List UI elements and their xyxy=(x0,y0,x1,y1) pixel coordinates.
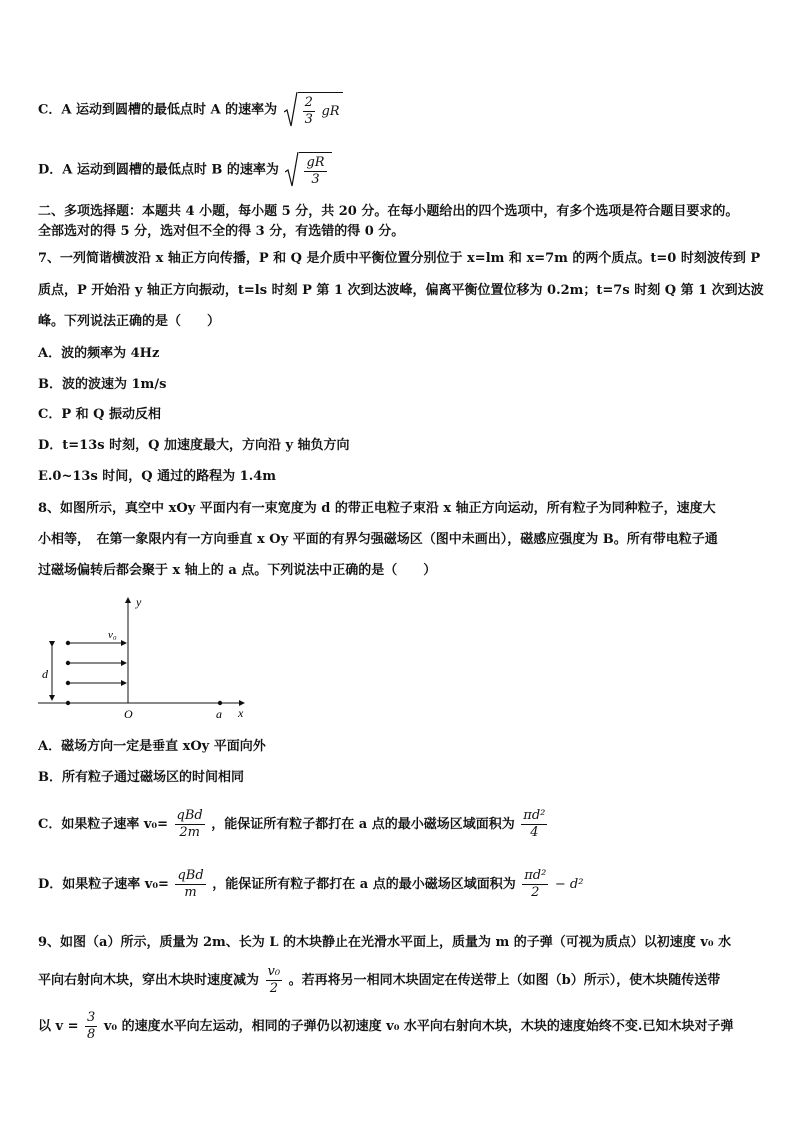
q9-line-2-den: 2 xyxy=(269,981,278,996)
particle-dot xyxy=(66,641,70,645)
q9-line-2-num: v₀ xyxy=(267,964,281,979)
section2-line2: 全部选对的得 5 分，选对但不全的得 3 分，有选错的得 0 分。 xyxy=(38,224,405,239)
q6-option-d-den: 3 xyxy=(311,172,320,187)
q8-diagram xyxy=(38,592,260,722)
q9-line-2-post: 。若再将另一相同木块固定在传送带上（如图（b）所示），使木块随传送带 xyxy=(288,973,721,988)
q8-option-d-rden: 2 xyxy=(531,885,540,900)
q8-option-c xyxy=(38,808,549,841)
q9-line-2 xyxy=(38,964,720,997)
section2-line1: 二、多项选择题：本题共 4 小题，每小题 5 分，共 20 分。在每小题给出的四个选项中，有多个选项是符合题目要求的。 xyxy=(38,204,739,219)
y-label: y xyxy=(136,595,142,609)
q7-option-c: C．P 和 Q 振动反相 xyxy=(38,407,162,422)
q6-option-c xyxy=(38,92,343,128)
q8-option-c-rden: 4 xyxy=(530,825,539,840)
q8-option-d-mid: ，能保证所有粒子都打在 a 点的最小磁场区域面积为 xyxy=(212,877,516,892)
radical-sign-icon xyxy=(284,92,298,128)
q8-option-a: A．磁场方向一定是垂直 xOy 平面向外 xyxy=(38,739,266,754)
q7-stem-3: 峰。下列说法正确的是（ ） xyxy=(38,314,221,329)
q9-line-3-pre: 以 v = xyxy=(38,1019,79,1034)
q8-option-d-tail: − d² xyxy=(554,877,584,892)
particle-dot xyxy=(66,661,70,665)
d-label: d xyxy=(42,667,48,681)
q8-option-c-mid: ，能保证所有粒子都打在 a 点的最小磁场区域面积为 xyxy=(211,817,515,832)
v0-label: v₀ xyxy=(108,629,117,641)
q9-line-3-den: 8 xyxy=(87,1027,96,1042)
origin-label: O xyxy=(124,707,133,721)
q8-option-c-den: 2m xyxy=(179,825,200,840)
q9-line-3-post: v₀ 的速度水平向左运动，相同的子弹仍以初速度 v₀ 水平向右射向木块，木块的速度始终不变.已知木块对子弹 xyxy=(103,1019,734,1034)
q7-option-b: B．波的波速为 1m/s xyxy=(38,377,167,392)
q8-option-b: B．所有粒子通过磁场区的时间相同 xyxy=(38,770,244,785)
q8-option-d-pre: D．如果粒子速率 v₀= xyxy=(38,877,169,892)
q9-line-3 xyxy=(38,1010,733,1043)
q7-option-d: D．t=13s 时刻，Q 加速度最大，方向沿 y 轴负方向 xyxy=(38,438,350,453)
q8-option-c-num: qBd xyxy=(176,808,203,823)
q8-stem-1: 8、如图所示，真空中 xOy 平面内有一束宽度为 d 的带正电粒子束沿 x 轴正方向运动，所有粒子为同种粒子，速度大 xyxy=(38,501,716,516)
q8-option-d-den: m xyxy=(184,885,197,900)
x-label: x xyxy=(238,706,244,720)
q6-option-d-sqrt xyxy=(285,152,331,188)
particle-dot xyxy=(66,681,70,685)
q7-stem-1: 7、一列简谐横波沿 x 轴正方向传播，P 和 Q 是介质中平衡位置分别位于 x=lm 和 x=7m 的两个质点。t=0 时刻波传到 P xyxy=(38,251,761,266)
q7-stem-2: 质点，P 开始沿 y 轴正方向振动，t=ls 时刻 P 第 1 次到达波峰，偏离平衡位置位移为 0.2m；t=7s 时刻 Q 第 1 次到达波 xyxy=(38,283,764,298)
q6-option-d-text: D．A 运动到圆槽的最低点时 B 的速率为 xyxy=(38,162,279,178)
q8-option-d-num: qBd xyxy=(177,868,204,883)
q6-option-c-tail: gR xyxy=(321,104,340,119)
q9-line-2-pre: 平向右射向木块，穿出木块时速度减为 xyxy=(38,973,260,988)
q7-option-a: A．波的频率为 4Hz xyxy=(38,346,160,361)
q8-option-d-rnum: πd² xyxy=(524,868,547,883)
q6-option-c-den: 3 xyxy=(304,112,313,127)
q9-line-3-num: 3 xyxy=(87,1010,96,1025)
q9-line-1: 9、如图（a）所示，质量为 2m、长为 L 的木块静止在光滑水平面上，质量为 m 的子弹（可视为质点）以初速度 v₀ 水 xyxy=(38,935,732,950)
a-label: a xyxy=(216,707,222,721)
q8-option-c-pre: C．如果粒子速率 v₀= xyxy=(38,817,169,832)
radical-sign-icon xyxy=(285,152,299,188)
q8-option-c-rnum: πd² xyxy=(523,808,546,823)
q8-option-d xyxy=(38,868,583,901)
q6-option-c-num: 2 xyxy=(304,95,313,110)
particle-dot xyxy=(66,701,70,705)
point-a-dot xyxy=(218,701,222,705)
q6-option-c-text: C．A 运动到圆槽的最低点时 A 的速率为 xyxy=(38,102,278,118)
q6-option-d-num: gR xyxy=(306,155,325,170)
q7-option-e: E.0~13s 时间，Q 通过的路程为 1.4m xyxy=(38,469,277,484)
q6-option-c-sqrt xyxy=(284,92,343,128)
q8-stem-3: 过磁场偏转后都会聚于 x 轴上的 a 点。下列说法中正确的是（ ） xyxy=(38,563,437,578)
q8-stem-2: 小相等， 在第一象限内有一方向垂直 x Oy 平面的有界匀强磁场区（图中未画出），磁感应强度为 B。所有带电粒子通 xyxy=(38,532,718,547)
q6-option-d xyxy=(38,152,332,188)
